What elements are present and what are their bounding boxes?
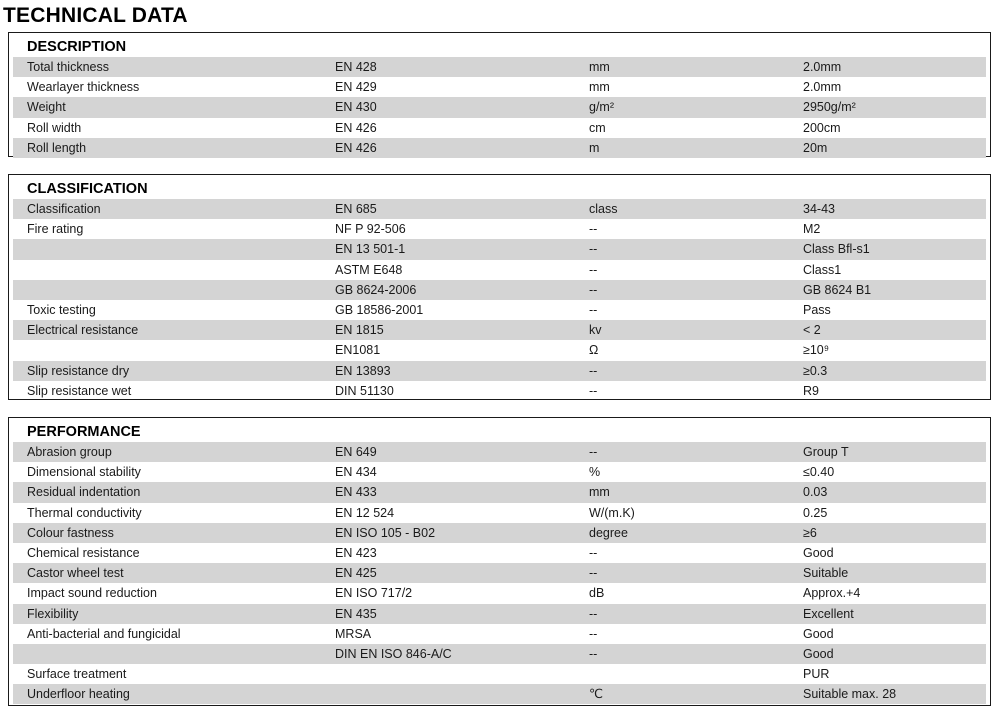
property-cell: Dimensional stability	[27, 465, 141, 480]
unit-cell: Ω	[589, 343, 599, 358]
property-cell: Anti-bacterial and fungicidal	[27, 626, 181, 641]
section-title: PERFORMANCE	[27, 424, 141, 440]
table-row	[13, 644, 986, 664]
standard-cell: MRSA	[335, 626, 372, 641]
table-row	[13, 320, 986, 340]
value-cell: Suitable max. 28	[803, 687, 897, 702]
value-cell: Good	[803, 545, 834, 560]
description-rows	[13, 57, 986, 158]
table-row	[13, 523, 986, 543]
unit-cell: cm	[589, 120, 606, 135]
standard-cell: EN 426	[335, 140, 377, 155]
table-row	[13, 97, 986, 117]
standard-cell: EN 423	[335, 545, 377, 560]
property-cell: Roll length	[27, 140, 87, 155]
unit-cell: %	[589, 465, 601, 480]
unit-cell: --	[589, 282, 598, 297]
value-cell: R9	[803, 383, 819, 398]
table-row	[13, 280, 986, 300]
standard-cell: EN ISO 105 - B02	[335, 525, 436, 540]
performance-rows	[13, 442, 986, 704]
unit-cell: mm	[589, 60, 610, 74]
table-row	[13, 503, 986, 523]
standard-cell: EN 435	[335, 606, 377, 621]
unit-cell: class	[589, 202, 618, 216]
unit-cell: m	[589, 140, 600, 155]
property-cell: Chemical resistance	[27, 545, 140, 560]
property-cell: Classification	[27, 202, 101, 216]
standard-cell: EN 434	[335, 465, 377, 480]
value-cell: Class Bfl-s1	[803, 242, 870, 257]
value-cell: 20m	[803, 140, 828, 155]
standard-cell: EN ISO 717/2	[335, 586, 413, 601]
value-cell: ≥10⁹	[803, 343, 830, 358]
standard-cell: EN 425	[335, 566, 377, 581]
standard-cell: EN1081	[335, 343, 381, 358]
value-cell: Excellent	[803, 606, 854, 621]
table-row	[13, 563, 986, 583]
property-cell: Abrasion group	[27, 445, 112, 459]
unit-cell: degree	[589, 525, 628, 540]
property-cell: Thermal conductivity	[27, 505, 142, 520]
value-cell: 2.0mm	[803, 60, 842, 74]
property-cell: Colour fastness	[27, 525, 114, 540]
standard-cell: EN 649	[335, 445, 377, 459]
value-cell: Suitable	[803, 566, 849, 581]
performance-section	[8, 417, 991, 706]
value-cell: Class1	[803, 262, 842, 277]
property-cell: Electrical resistance	[27, 323, 139, 338]
value-cell: 0.25	[803, 505, 828, 520]
value-cell: Pass	[803, 302, 831, 317]
property-cell: Weight	[27, 100, 66, 115]
table-row	[13, 684, 986, 704]
property-cell: Residual indentation	[27, 485, 141, 500]
classification-section	[8, 174, 991, 400]
property-cell: Surface treatment	[27, 667, 127, 682]
property-cell: Castor wheel test	[27, 566, 124, 581]
unit-cell: --	[589, 445, 598, 459]
standard-cell: NF P 92-506	[335, 222, 406, 237]
unit-cell: --	[589, 566, 598, 581]
value-cell: Good	[803, 646, 834, 661]
table-row	[13, 340, 986, 360]
standard-cell: EN 429	[335, 80, 377, 95]
standard-cell: EN 1815	[335, 323, 384, 338]
value-cell: 2950g/m²	[803, 100, 856, 115]
unit-cell: --	[589, 383, 598, 398]
table-row	[13, 219, 986, 239]
value-cell: 200cm	[803, 120, 841, 135]
unit-cell: dB	[589, 586, 605, 601]
table-row	[13, 543, 986, 563]
property-cell: Slip resistance wet	[27, 383, 132, 398]
unit-cell: kv	[589, 323, 602, 338]
property-cell: Flexibility	[27, 606, 79, 621]
unit-cell: --	[589, 222, 598, 237]
standard-cell: EN 13893	[335, 363, 391, 378]
table-row	[13, 57, 986, 77]
standard-cell: GB 8624-2006	[335, 282, 417, 297]
value-cell: PUR	[803, 667, 830, 682]
value-cell: < 2	[803, 323, 821, 338]
unit-cell: --	[589, 626, 598, 641]
table-row	[13, 361, 986, 381]
table-row	[13, 239, 986, 259]
unit-cell: --	[589, 262, 598, 277]
property-cell: Wearlayer thickness	[27, 80, 140, 95]
section-title: DESCRIPTION	[27, 39, 127, 55]
standard-cell: EN 428	[335, 60, 377, 74]
table-row	[13, 118, 986, 138]
unit-cell: --	[589, 302, 598, 317]
table-row	[13, 199, 986, 219]
unit-cell: --	[589, 606, 598, 621]
property-cell: Total thickness	[27, 60, 109, 74]
property-cell: Fire rating	[27, 222, 84, 237]
classification-rows	[13, 199, 986, 401]
description-section	[8, 32, 991, 157]
unit-cell: W/(m.K)	[589, 505, 635, 520]
value-cell: 34-43	[803, 202, 835, 216]
table-row	[13, 260, 986, 280]
standard-cell: EN 426	[335, 120, 377, 135]
table-row	[13, 138, 986, 158]
value-cell: 0.03	[803, 485, 828, 500]
table-row	[13, 300, 986, 320]
property-cell: Impact sound reduction	[27, 586, 157, 601]
table-row	[13, 442, 986, 462]
value-cell: Good	[803, 626, 834, 641]
value-cell: Group T	[803, 445, 849, 459]
table-row	[13, 77, 986, 97]
unit-cell: mm	[589, 80, 610, 95]
value-cell: M2	[803, 222, 821, 237]
property-cell: Roll width	[27, 120, 82, 135]
unit-cell: mm	[589, 485, 610, 500]
standard-cell: DIN 51130	[335, 383, 394, 398]
standard-cell: EN 430	[335, 100, 377, 115]
unit-cell: --	[589, 545, 598, 560]
value-cell: 2.0mm	[803, 80, 842, 95]
standard-cell: EN 433	[335, 485, 377, 500]
standard-cell: EN 13 501-1	[335, 242, 406, 257]
property-cell: Underfloor heating	[27, 687, 130, 702]
table-row	[13, 381, 986, 401]
value-cell: ≥6	[803, 525, 817, 540]
property-cell: Toxic testing	[27, 302, 96, 317]
standard-cell: DIN EN ISO 846-A/C	[335, 646, 452, 661]
value-cell: Approx.+4	[803, 586, 861, 601]
standard-cell: ASTM E648	[335, 262, 403, 277]
unit-cell: g/m²	[589, 100, 614, 115]
table-row	[13, 604, 986, 624]
table-row	[13, 482, 986, 502]
standard-cell: GB 18586-2001	[335, 302, 424, 317]
unit-cell: --	[589, 242, 598, 257]
table-row	[13, 624, 986, 644]
value-cell: ≥0.3	[803, 363, 828, 378]
standard-cell: EN 685	[335, 202, 377, 216]
value-cell: ≤0.40	[803, 465, 835, 480]
standard-cell: EN 12 524	[335, 505, 395, 520]
table-row	[13, 583, 986, 603]
property-cell: Slip resistance dry	[27, 363, 130, 378]
page-title: TECHNICAL DATA	[3, 4, 188, 27]
table-row	[13, 462, 986, 482]
unit-cell: ℃	[589, 687, 604, 702]
unit-cell: --	[589, 646, 598, 661]
section-title: CLASSIFICATION	[27, 181, 148, 197]
table-row	[13, 664, 986, 684]
unit-cell: --	[589, 363, 598, 378]
value-cell: GB 8624 B1	[803, 282, 872, 297]
